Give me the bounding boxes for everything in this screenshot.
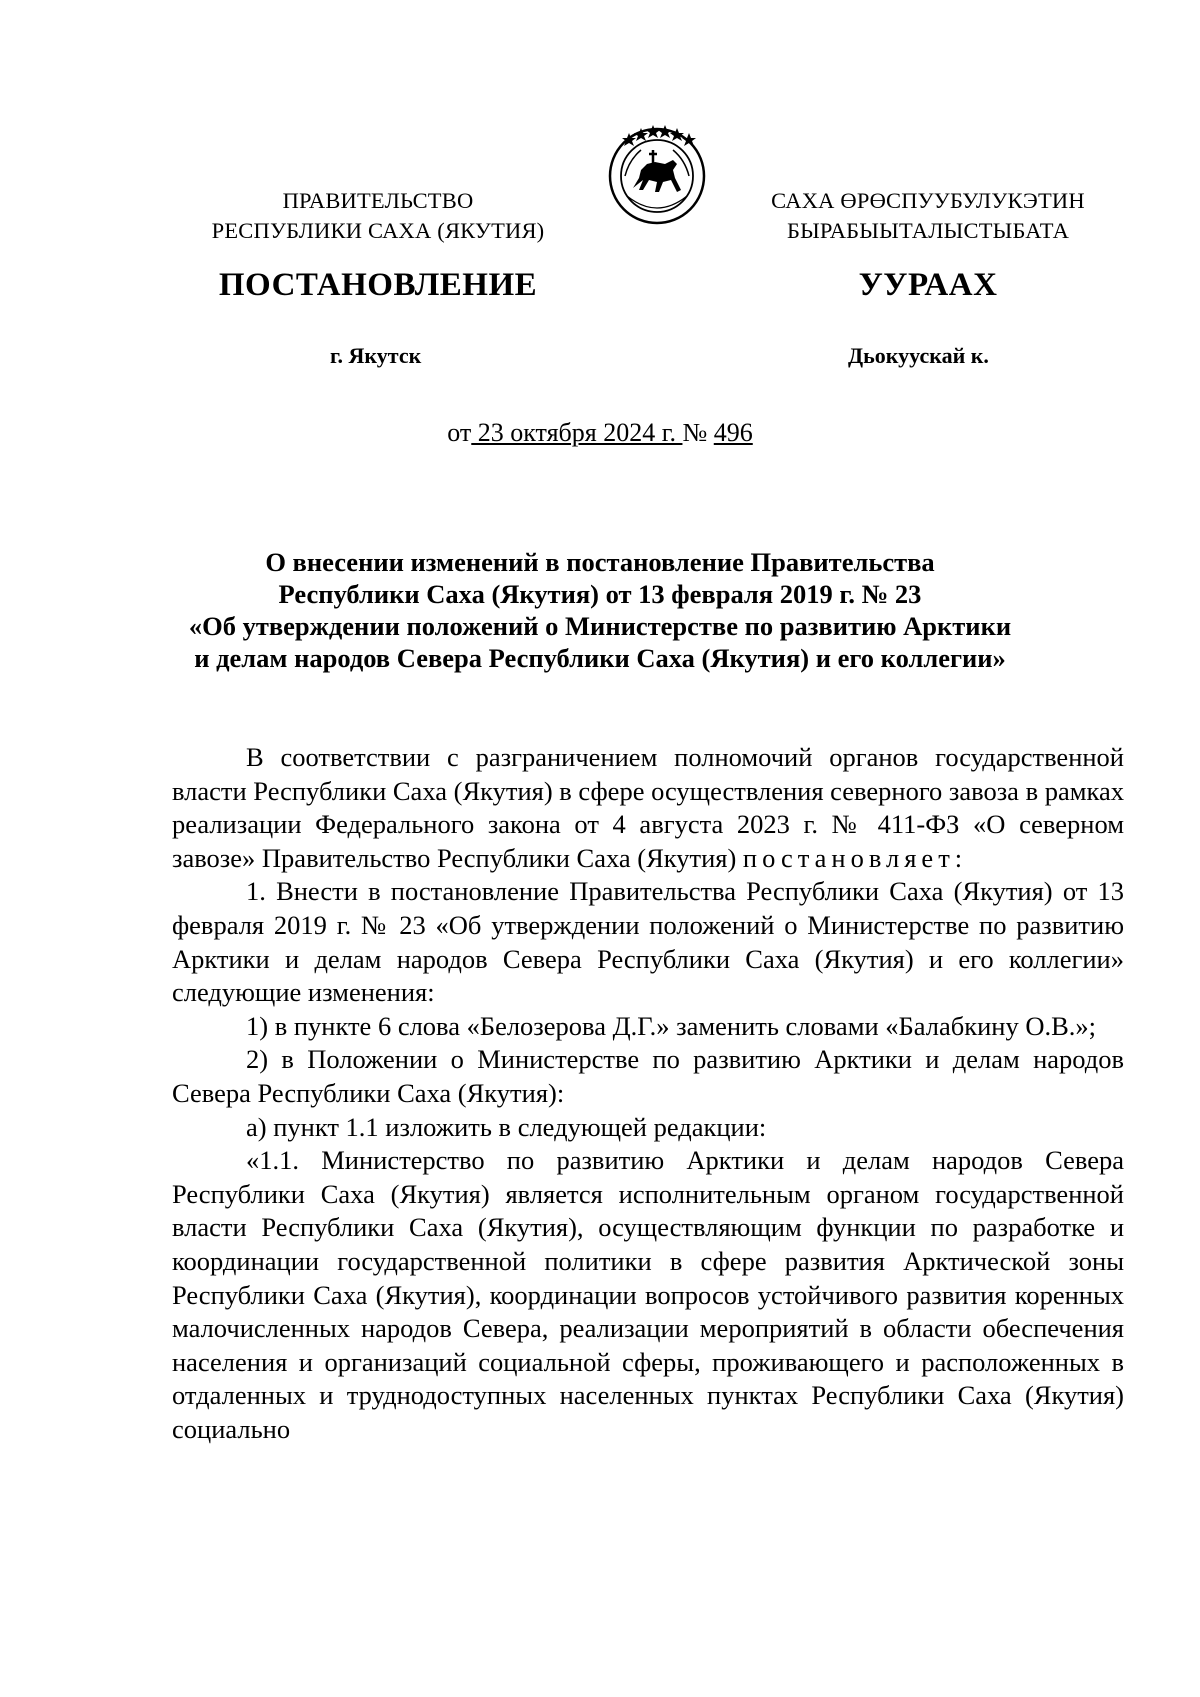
title-line: «Об утверждении положений о Министерстве по развитию Арктики [188,611,1012,641]
doc-type-sah: УУРААХ [858,267,998,303]
title-line: Республики Саха (Якутия) от 13 февраля 2019 г. № 23 [278,579,922,609]
preamble-text: В соответствии с разграничением полномочий органов государственной власти Республики Саха (Якутия) в сфере осуществления северного завоза в рамках реализации Федерального закона от 4 августа 2023 г. № 411-ФЗ «О северном завозе» Правительство Республики Саха (Якутия) [172,742,1124,873]
title-line: О внесении изменений в постановление Правительства [265,547,935,577]
header-right-block [738,186,1118,246]
government-name-ru-line2: РЕСПУБЛИКИ САХА (ЯКУТИЯ) [211,218,545,243]
city-sah: Дьокуускай к. [848,343,989,368]
government-name-ru-line1: ПРАВИТЕЛЬСТВО [282,188,474,213]
document-number: 496 [713,418,753,447]
header-left-block [178,186,578,246]
number-sign: № [682,418,714,447]
title-line: и делам народов Севера Республики Саха (Якутия) и его коллегии» [194,643,1006,673]
decree-word-colon: : [954,842,963,873]
preamble-paragraph [172,741,1124,875]
date-number-line [0,418,1200,448]
document-title [150,546,1050,674]
paragraph-subitem-1: 1) в пункте 6 слова «Белозерова Д.Г.» заменить словами «Балабкину О.В.»; [246,1010,1096,1041]
date-prefix: от [447,418,472,447]
paragraph-subitem-a: а) пункт 1.1 изложить в следующей редакции: [246,1111,767,1142]
city-ru: г. Якутск [330,343,422,368]
document-body [172,741,1124,1446]
government-name-sah-line1: САХА ӨРӨСПУУБУЛУКЭТИН [771,188,1085,213]
coat-of-arms-emblem [603,120,711,228]
paragraph-item-1: 1. Внести в постановление Правительства Республики Саха (Якутия) от 13 февраля 2019 г. № 23 «Об утверждении положений о Министерстве по развитию Арктики и делам народов Севера Республики Саха (Якутия) и его коллегии» следующие изменения: [172,876,1124,1008]
document-date: 23 октября 2024 г. [471,418,683,447]
paragraph-quoted-1-1: «1.1. Министерство по развитию Арктики и делам народов Севера Республики Саха (Якутия) является исполнительным органом государственной власти Республики Саха (Якутия), осуществляющим функции по разработке и координации государственной политики в сфере развития Арктической зоны Республики Саха (Якутия), координации вопросов устойчивого развития коренных малочисленных народов Севера, реализации мероприятий в области обеспечения населения и организаций социальной сферы, проживающего и расположенных в отдаленных и труднодоступных населенных пунктах Республики Саха (Якутия) социально [172,1145,1124,1444]
decree-word: постановляет [742,842,955,873]
government-name-sah-line2: БЫРАБЫЫТАЛЫСТЫБАТА [786,218,1070,243]
doc-type-ru: ПОСТАНОВЛЕНИЕ [218,267,538,303]
paragraph-subitem-2: 2) в Положении о Министерстве по развитию Арктики и делам народов Севера Республики Саха (Якутия): [172,1044,1124,1108]
